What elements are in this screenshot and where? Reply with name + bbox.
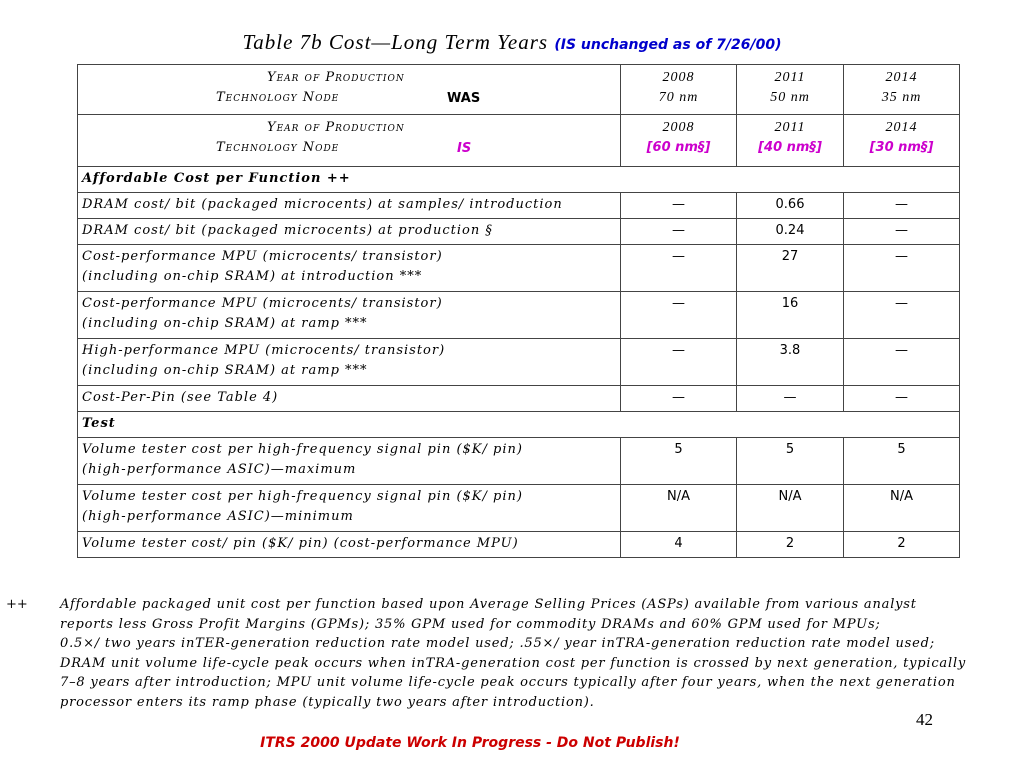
row-value: — [621, 219, 737, 245]
technology-node-label: Technology Node [216, 140, 340, 155]
row-value: 2 [737, 532, 844, 558]
row-value: — [737, 386, 844, 412]
row-value: 5 [621, 438, 737, 485]
row-label-line1: Volume tester cost/ pin ($K/ pin) (cost-performance MPU) [82, 536, 519, 551]
table-title-note: (IS unchanged as of 7/26/00) [554, 37, 782, 53]
row-value: — [621, 245, 737, 292]
footnote-line: reports less Gross Profit Margins (GPMs); 35% GPM used for commodity DRAMs and 60% GPM used for MPUs; [60, 616, 881, 632]
was-tag: WAS [447, 91, 481, 106]
footer-warning: ITRS 2000 Update Work In Progress - Do Not Publish! [260, 735, 680, 751]
footnote-mark: ++ [6, 597, 28, 612]
was-year-0: 2008 [662, 70, 695, 85]
is-year-cell-0 [621, 115, 737, 167]
row-value: 3.8 [737, 339, 844, 386]
header-row-is [78, 115, 960, 167]
table-row [78, 339, 960, 386]
row-label [78, 438, 621, 485]
row-value: 5 [844, 438, 960, 485]
table-row [78, 532, 960, 558]
row-value: 0.24 [737, 219, 844, 245]
header-row-was [78, 65, 960, 115]
table-row [78, 219, 960, 245]
was-year-2: 2014 [885, 70, 918, 85]
was-year-cell-2 [844, 65, 960, 115]
table-title [0, 30, 1024, 55]
table-row [78, 438, 960, 485]
is-year-cell-2 [844, 115, 960, 167]
is-node-0: [60 nm§] [646, 140, 711, 155]
footnote-line: 7–8 years after introduction; MPU unit volume life-cycle peak occurs typically after four years, when the next generation [60, 675, 956, 690]
table-row [78, 245, 960, 292]
row-label [78, 219, 621, 245]
row-value: 2 [844, 532, 960, 558]
row-label-line2: (high-performance ASIC)—minimum [82, 509, 354, 524]
technology-node-label: Technology Node [216, 90, 340, 105]
section-heading: Affordable Cost per Function ++ [78, 167, 960, 193]
row-value: — [844, 219, 960, 245]
row-value: 0.66 [737, 193, 844, 219]
table-row [78, 193, 960, 219]
cost-table [77, 64, 960, 558]
row-label [78, 292, 621, 339]
row-label-line1: DRAM cost/ bit (packaged microcents) at production § [82, 223, 493, 238]
section-row [78, 167, 960, 193]
row-label [78, 532, 621, 558]
header-was-label-cell [78, 65, 621, 115]
section-row [78, 412, 960, 438]
row-value: — [844, 339, 960, 386]
is-year-0: 2008 [662, 120, 695, 135]
was-node-1: 50 nm [770, 90, 810, 105]
was-node-0: 70 nm [658, 90, 699, 105]
row-value: 27 [737, 245, 844, 292]
table-title-main: Table 7b Cost—Long Term Years [242, 30, 549, 54]
row-label-line1: DRAM cost/ bit (packaged microcents) at samples/ introduction [82, 197, 563, 212]
is-year-2: 2014 [885, 120, 918, 135]
table-row [78, 485, 960, 532]
row-label-line1: Cost-performance MPU (microcents/ transistor) [82, 249, 443, 264]
was-year-1: 2011 [774, 70, 806, 85]
row-label-line2: (including on-chip SRAM) at ramp *** [82, 363, 368, 378]
row-value: — [844, 193, 960, 219]
row-value: N/A [621, 485, 737, 532]
row-label-line1: High-performance MPU (microcents/ transistor) [82, 343, 446, 358]
header-is-label-cell [78, 115, 621, 167]
footnote-line: processor enters its ramp phase (typically two years after introduction). [60, 694, 595, 710]
row-label-line1: Cost-performance MPU (microcents/ transistor) [82, 296, 443, 311]
row-value: — [844, 386, 960, 412]
row-label [78, 245, 621, 292]
row-label [78, 485, 621, 532]
footnote-line: DRAM unit volume life-cycle peak occurs when inTRA-generation cost per function is crossed by next generation, typically [60, 655, 967, 671]
row-value: 5 [737, 438, 844, 485]
row-label-line2: (including on-chip SRAM) at ramp *** [82, 316, 368, 331]
is-year-1: 2011 [774, 120, 806, 135]
row-label-line1: Volume tester cost per high-frequency signal pin ($K/ pin) [82, 442, 523, 457]
row-label-line1: Volume tester cost per high-frequency signal pin ($K/ pin) [82, 489, 523, 504]
row-label [78, 386, 621, 412]
row-value: 4 [621, 532, 737, 558]
is-year-cell-1 [737, 115, 844, 167]
table-row [78, 386, 960, 412]
was-year-cell-1 [737, 65, 844, 115]
row-label [78, 193, 621, 219]
row-label-line2: (including on-chip SRAM) at introduction *** [82, 269, 423, 284]
is-node-2: [30 nm§] [869, 140, 934, 155]
footnote-line: 0.5×/ two years inTER-generation reduction rate model used; .55×/ year inTRA-generation reduction rate model used; [60, 636, 935, 651]
row-value: — [844, 245, 960, 292]
row-value: — [621, 339, 737, 386]
footnote-line: Affordable packaged unit cost per function based upon Average Selling Prices (ASPs) available from various analyst [60, 597, 917, 612]
footnote-body [60, 595, 1000, 712]
row-value: — [621, 386, 737, 412]
row-label-line1: Cost-Per-Pin (see Table 4) [82, 390, 279, 405]
year-of-production-label: Year of Production [267, 70, 405, 85]
row-value: 16 [737, 292, 844, 339]
table-row [78, 292, 960, 339]
was-node-2: 35 nm [881, 90, 922, 105]
row-value: — [621, 193, 737, 219]
was-year-cell-0 [621, 65, 737, 115]
row-value: N/A [844, 485, 960, 532]
year-of-production-label: Year of Production [267, 120, 405, 135]
section-heading: Test [78, 412, 960, 438]
is-tag: IS [457, 141, 472, 156]
is-node-1: [40 nm§] [758, 140, 822, 155]
row-value: N/A [737, 485, 844, 532]
row-label [78, 339, 621, 386]
page-number: 42 [916, 710, 933, 729]
row-label-line2: (high-performance ASIC)—maximum [82, 462, 357, 477]
row-value: — [844, 292, 960, 339]
row-value: — [621, 292, 737, 339]
